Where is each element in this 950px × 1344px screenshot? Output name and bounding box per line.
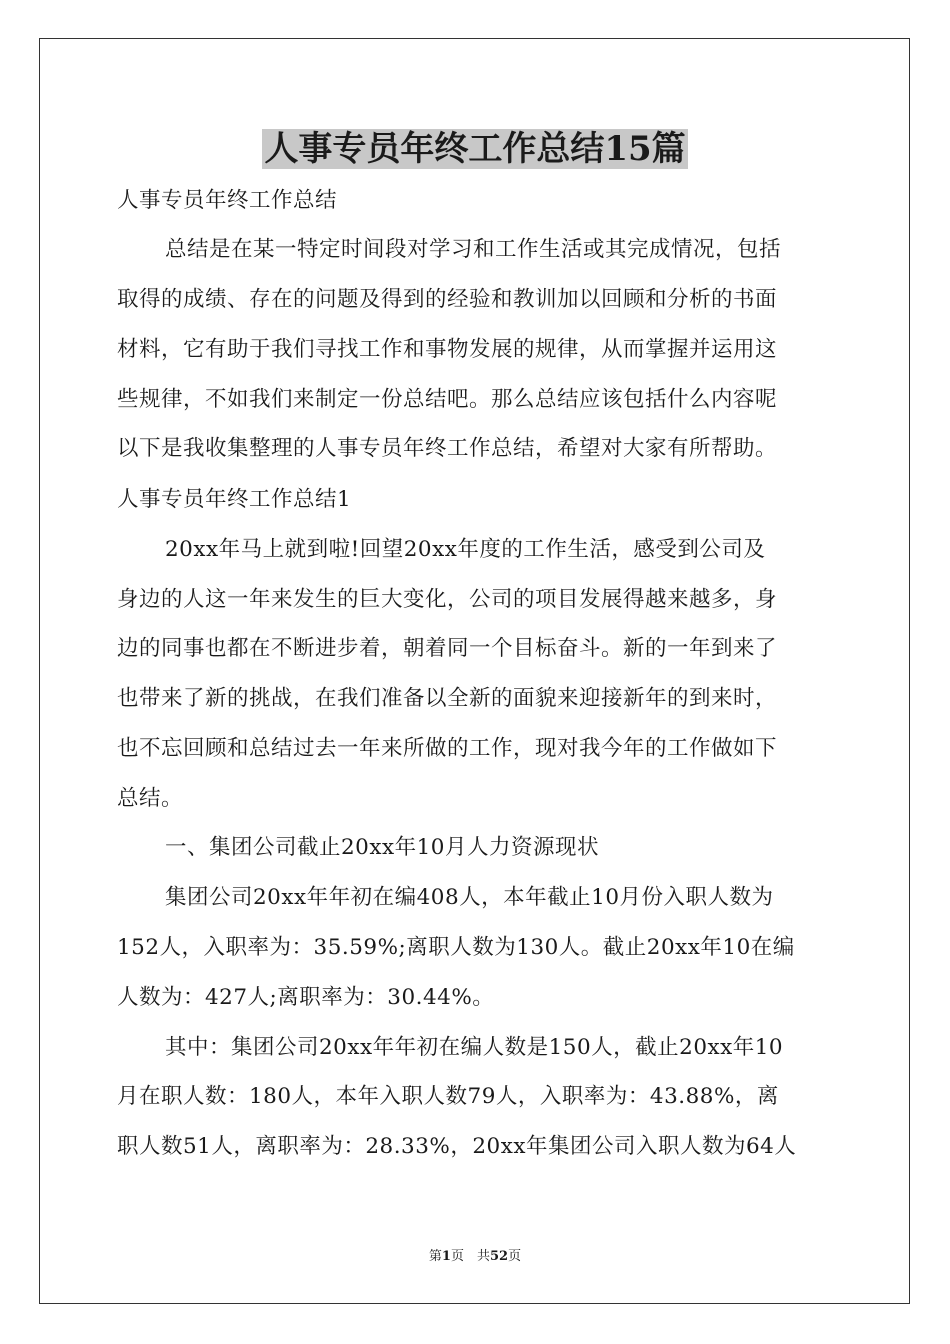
paragraph-line: 152人，入职率为：35.59%;离职人数为130人。截止20xx年10在编 [117,935,795,960]
paragraph-line: 月在职人数：180人，本年入职人数79人，入职率为：43.88%，离 [117,1084,779,1109]
page-mid: 页 共 [450,1249,490,1264]
page-prefix: 第 [428,1249,442,1264]
paragraph-line: 也带来了新的挑战，在我们准备以全新的面貌来迎接新年的到来时， [117,686,778,711]
page-footer [0,1248,950,1266]
paragraph-line: 20xx年马上就到啦!回望20xx年度的工作生活，感受到公司及 [165,537,766,562]
paragraph-line: 材料，它有助于我们寻找工作和事物发展的规律，从而掌握并运用这 [117,337,778,362]
paragraph-line: 也不忘回顾和总结过去一年来所做的工作，现对我今年的工作做如下 [117,736,778,761]
section-heading: 人事专员年终工作总结 [117,188,338,213]
paragraph-line: 集团公司20xx年年初在编408人，本年截止10月份入职人数为 [165,885,774,910]
paragraph-line: 总结。 [117,786,184,811]
paragraph-line: 总结是在某一特定时间段对学习和工作生活或其完成情况，包括 [165,237,782,262]
page-current-number: 1 [441,1249,451,1264]
paragraph-line: 职人数51人，离职率为：28.33%，20xx年集团公司入职人数为64人 [117,1134,797,1159]
document-title [0,124,950,174]
section-heading: 人事专员年终工作总结1 [117,487,352,512]
page-suffix: 页 [508,1249,522,1264]
paragraph-line: 取得的成绩、存在的问题及得到的经验和教训加以回顾和分析的书面 [117,287,778,312]
paragraph-line: 其中：集团公司20xx年年初在编人数是150人，截止20xx年10 [165,1035,784,1060]
document-title-text: 人事专员年终工作总结15篇 [264,129,686,169]
paragraph-line: 些规律，不如我们来制定一份总结吧。那么总结应该包括什么内容呢 [117,387,778,412]
page-total-number: 52 [489,1249,509,1264]
paragraph-line: 以下是我收集整理的人事专员年终工作总结，希望对大家有所帮助。 [117,436,778,461]
page-border [39,38,910,1304]
paragraph-line: 身边的人这一年来发生的巨大变化，公司的项目发展得越来越多，身 [117,587,778,612]
paragraph-line: 人数为：427人;离职率为：30.44%。 [117,985,495,1010]
paragraph-line: 边的同事也都在不断进步着，朝着同一个目标奋斗。新的一年到来了 [117,636,778,661]
subsection-heading: 一、集团公司截止20xx年10月人力资源现状 [165,835,599,860]
